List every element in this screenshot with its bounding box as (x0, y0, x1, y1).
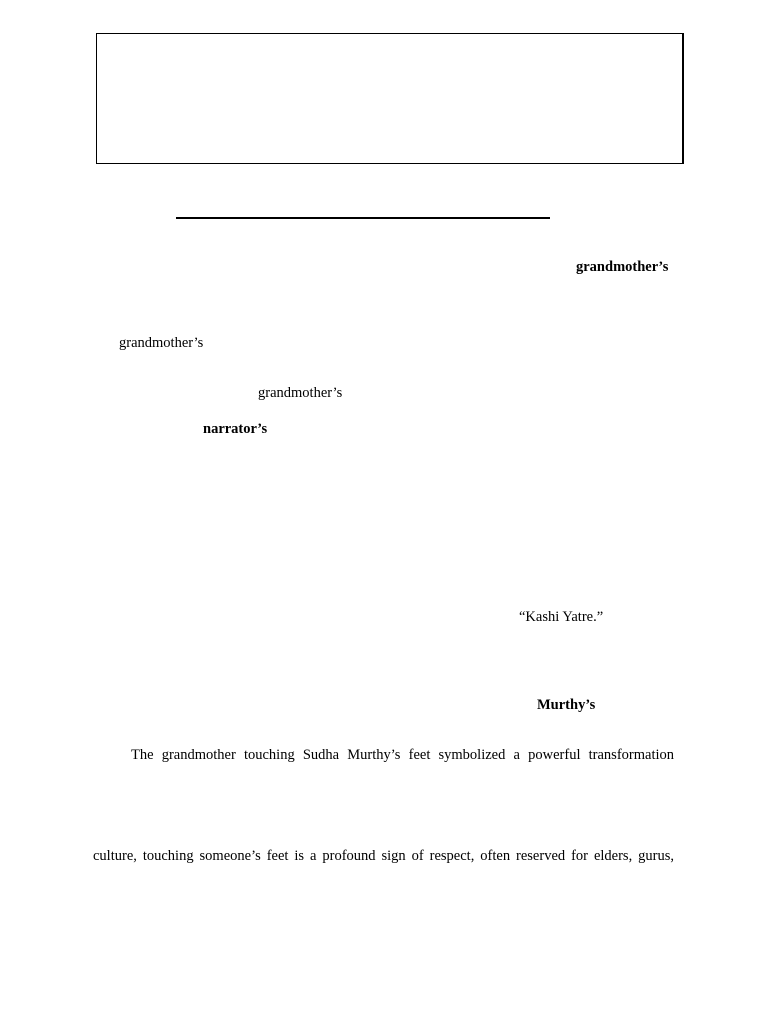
text-narrators-bold: narrator’s (203, 421, 268, 437)
text-grandmothers-bold: grandmother’s (576, 259, 669, 275)
paragraph-line-culture: culture, touching someone’s feet is a profound sign of respect, often reserved for elders, gurus, (93, 848, 674, 864)
text-murthys-bold: Murthy’s (537, 697, 596, 713)
text-grandmothers-2: grandmother’s (258, 385, 343, 401)
title-underline (176, 217, 550, 219)
text-grandmothers-1: grandmother’s (119, 335, 204, 351)
paragraph-line-transformation: The grandmother touching Sudha Murthy’s feet symbolized a powerful transformation (131, 747, 674, 763)
header-box (96, 33, 684, 164)
text-kashi-yatre: “Kashi Yatre.” (519, 609, 604, 625)
